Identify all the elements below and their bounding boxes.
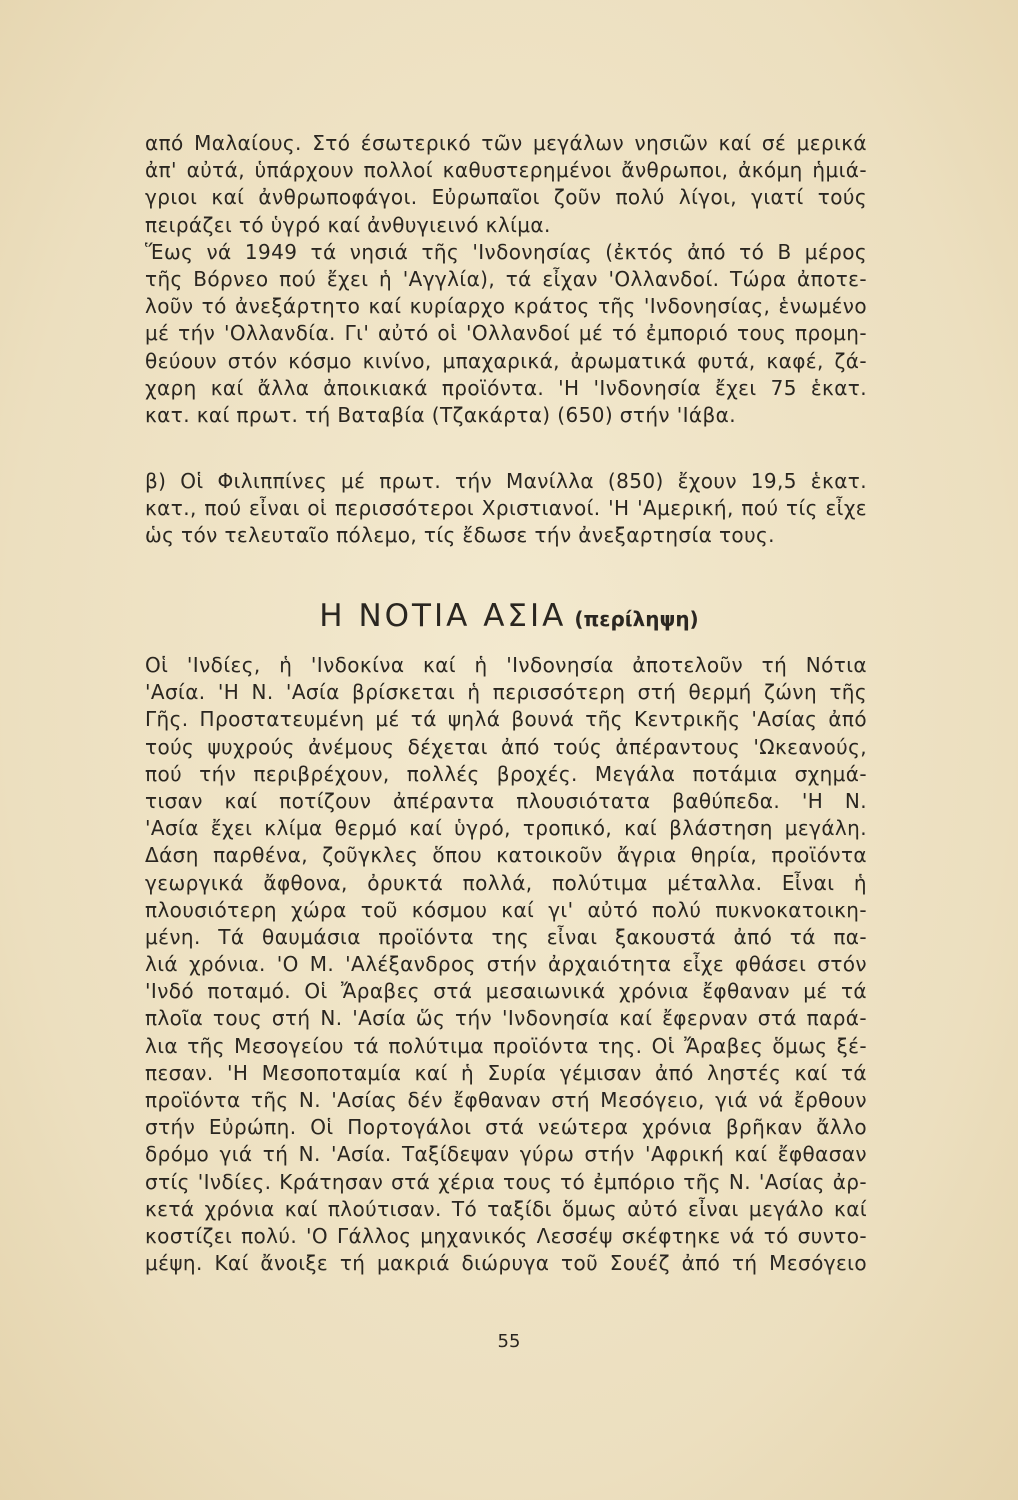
- text-line: Δάση παρθένα, ζοῦγκλες ὅπου κατοικοῦν ἄγρια θηρία, προϊόντα: [145, 843, 867, 868]
- text-line: 'Ασία. 'Η Ν. 'Ασία βρίσκεται ἡ περισσότερη στή θερμή ζώνη τῆς: [145, 680, 867, 705]
- text-line: κετά χρόνια καί πλούτισαν. Τό ταξίδι ὅμως αὐτό εἶναι μεγάλο καί: [145, 1196, 867, 1221]
- text-line: πού τήν περιβρέχουν, πολλές βροχές. Μεγάλα ποτάμια σχημά-: [145, 761, 867, 786]
- text-line: 'Ινδό ποταμό. Οἱ Ἄραβες στά μεσαιωνικά χρόνια ἔφθαναν μέ τά: [145, 979, 867, 1004]
- text-line: πεσαν. 'Η Μεσοποταμία καί ἡ Συρία γέμισαν ἀπό ληστές καί τά: [145, 1060, 867, 1085]
- top-paragraph: [145, 130, 867, 429]
- page-number: 55: [497, 1331, 521, 1352]
- text-line: από Μαλαίους. Στό έσωτερικό τῶν μεγάλων νησιῶν καί σέ μερικά: [145, 131, 867, 155]
- section-heading: [0, 598, 1018, 634]
- text-line: λοῦν τό ἀνεξάρτητο καί κυρίαρχο κράτος τῆς 'Ινδονησίας, ἑνωμένο: [145, 294, 867, 319]
- text-line: στίς 'Ινδίες. Κράτησαν στά χέρια τους τό ἐμπόριο τῆς Ν. 'Ασίας ἀρ-: [145, 1169, 867, 1194]
- text-line: κατ., πού εἶναι οἱ περισσότεροι Χριστιανοί. 'Η 'Αμερική, πού τίς εἶχε: [145, 496, 867, 521]
- south-asia-paragraph: [145, 652, 867, 1277]
- text-line: προϊόντα τῆς Ν. 'Ασίας δέν ἔφθαναν στή Μεσόγειο, γιά νά ἔρθουν: [145, 1088, 867, 1112]
- text-line: τισαν καί ποτίζουν ἀπέραντα πλουσιότατα βαθύπεδα. 'Η Ν.: [145, 788, 867, 813]
- text-line: κοστίζει πολύ. 'Ο Γάλλος μηχανικός Λεσσέψ σκέφτηκε νά τό συντο-: [145, 1223, 867, 1248]
- text-line: β) Οἱ Φιλιππίνες μέ πρωτ. τήν Μανίλλα (850) ἔχουν 19,5 ἑκατ.: [145, 469, 867, 493]
- section-subtitle: (περίληψη): [574, 607, 699, 631]
- text-line: πλοῖα τους στή Ν. 'Ασία ὥς τήν 'Ινδονησία καί ἔφερναν στά παρά-: [145, 1006, 867, 1031]
- text-line: Ἕως νά 1949 τά νησιά τῆς 'Ινδονησίας (ἐκτός ἀπό τό Β μέρος: [145, 239, 867, 264]
- text-line: πειράζει τό ὑγρό καί ἀνθυγιεινό κλίμα.: [145, 212, 551, 237]
- section-title: Η ΝΟΤΙΑ ΑΣΙΑ: [319, 598, 567, 634]
- text-line: γεωργικά ἄφθονα, ὀρυκτά πολλά, πολύτιμα μέταλλα. Εἶναι ἡ: [145, 870, 867, 895]
- text-line: λιά χρόνια. 'Ο Μ. 'Αλέξανδρος στήν ἀρχαιότητα εἶχε φθάσει στόν: [145, 952, 867, 977]
- text-line: γριοι καί ἀνθρωποφάγοι. Εὐρωπαῖοι ζοῦν πολύ λίγοι, γιατί τούς: [145, 185, 867, 210]
- text-line: τούς ψυχρούς ἀνέμους δέχεται ἀπό τούς ἀπέραντους 'Ωκεανούς,: [145, 734, 867, 759]
- text-line: ὡς τόν τελευταῖο πόλεμο, τίς ἔδωσε τήν ἀνεξαρτησία τους.: [145, 523, 775, 548]
- text-line: μένη. Τά θαυμάσια προϊόντα της εἶναι ξακουστά ἀπό τά πα-: [145, 924, 867, 949]
- text-line: τῆς Βόρνεο πού ἔχει ἡ 'Αγγλία), τά εἶχαν 'Ολλανδοί. Τώρα ἀποτε-: [145, 266, 867, 291]
- text-line: μέ τήν 'Ολλανδία. Γι' αὐτό οἱ 'Ολλανδοί μέ τό ἐμποριό τους προμη-: [145, 321, 867, 346]
- text-line: 'Ασία ἔχει κλίμα θερμό καί ὑγρό, τροπικό, καί βλάστηση μεγάλη.: [145, 816, 867, 841]
- text-line: κατ. καί πρωτ. τή Βαταβία (Τζακάρτα) (650) στήν 'Ιάβα.: [145, 402, 737, 427]
- text-line: θεύουν στόν κόσμο κινίνο, μπαχαρικά, ἀρωματικά φυτά, καφέ, ζά-: [145, 348, 867, 373]
- text-line: Οἱ 'Ινδίες, ἡ 'Ινδοκίνα καί ἡ 'Ινδονησία ἀποτελοῦν τή Νότια: [145, 653, 867, 677]
- text-line: στήν Εὐρώπη. Οἱ Πορτογάλοι στά νεώτερα χρόνια βρῆκαν ἄλλο: [145, 1115, 867, 1140]
- text-line: λια τῆς Μεσογείου τά πολύτιμα προϊόντα της. Οἱ Ἄραβες ὅμως ξέ-: [145, 1033, 867, 1058]
- text-line: χαρη καί ἄλλα ἀποικιακά προϊόντα. 'Η 'Ινδονησία ἔχει 75 ἑκατ.: [145, 375, 867, 400]
- philippines-paragraph: [145, 468, 867, 550]
- text-line: ἀπ' αὐτά, ὑπάρχουν πολλοί καθυστερημένοι ἄνθρωποι, ἀκόμη ἡμιά-: [145, 158, 867, 183]
- text-line: πλουσιότερη χώρα τοῦ κόσμου καί γι' αὐτό πολύ πυκνοκατοικη-: [145, 897, 867, 922]
- text-line: μέψη. Καί ἄνοιξε τή μακριά διώρυγα τοῦ Σουέζ ἀπό τή Μεσόγειο: [145, 1251, 867, 1276]
- text-line: δρόμο γιά τή Ν. 'Ασία. Ταξίδεψαν γύρω στήν 'Αφρική καί ἔφθασαν: [145, 1142, 867, 1167]
- text-line: Γῆς. Προστατευμένη μέ τά ψηλά βουνά τῆς Κεντρικῆς 'Ασίας ἀπό: [145, 707, 867, 732]
